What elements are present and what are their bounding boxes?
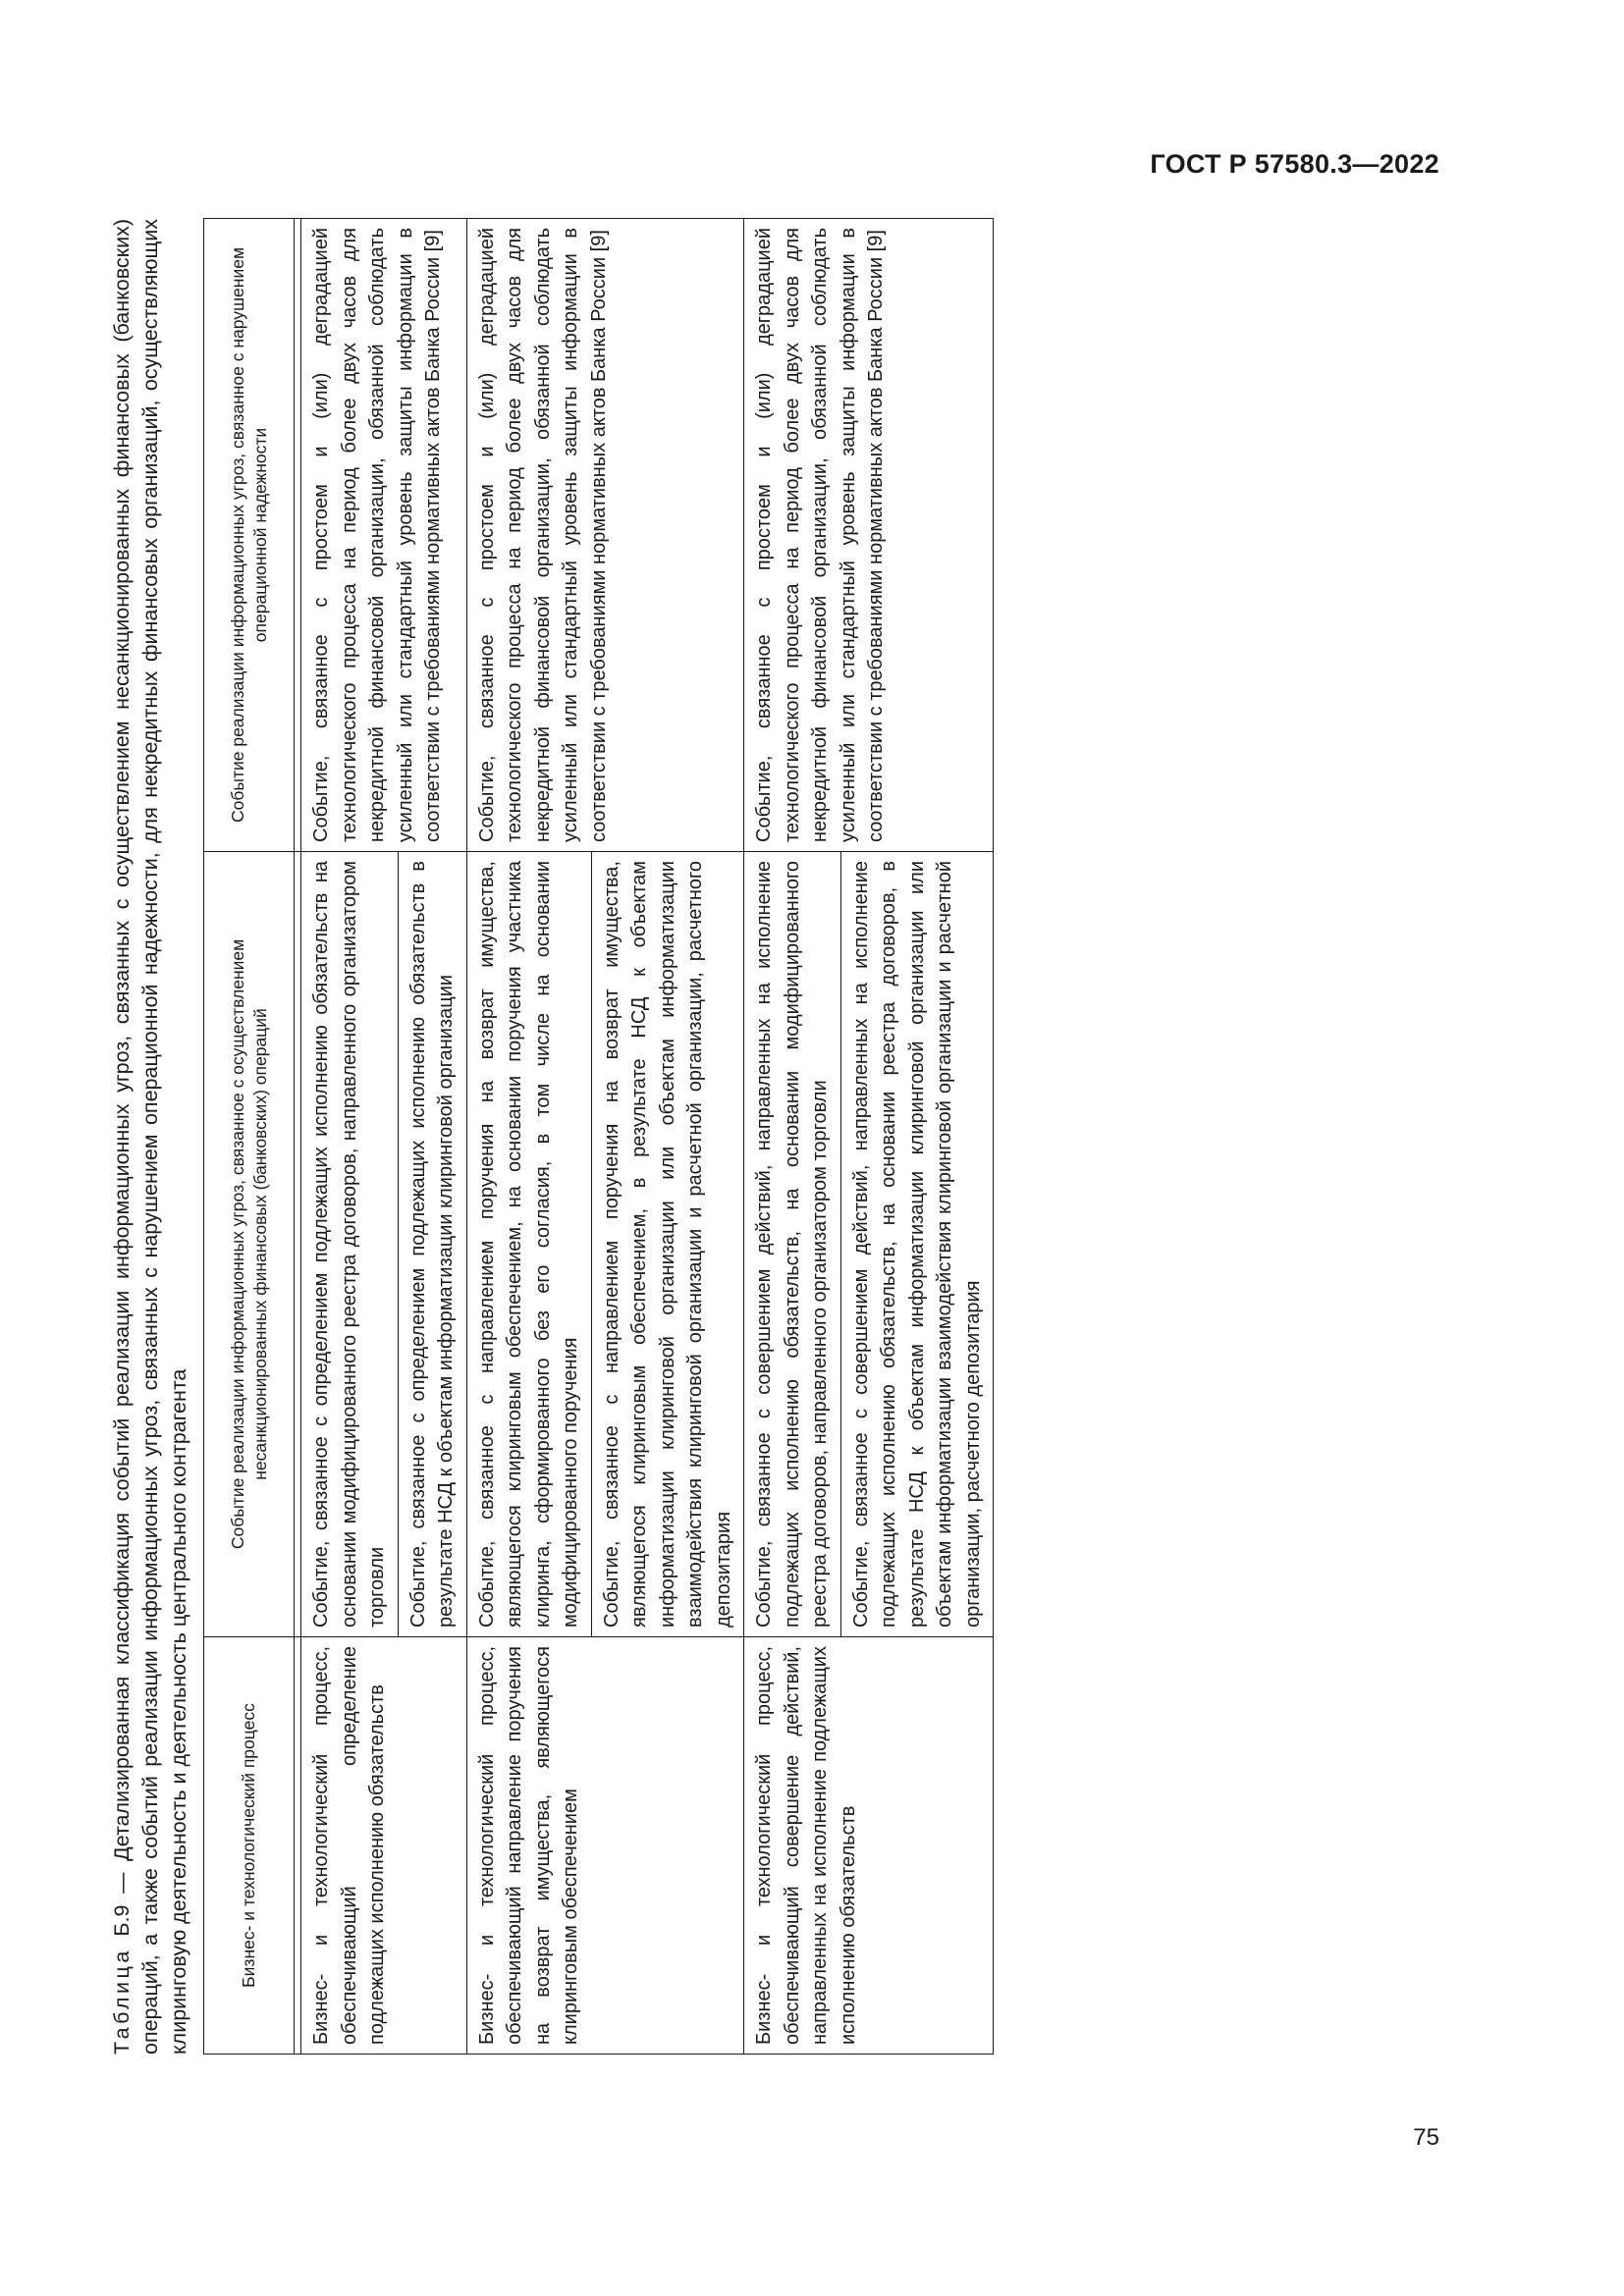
table-row [466,219,591,2055]
table-header-row [204,219,295,2055]
event-cell: Событие, связанное с совершением действий, направленных на исполнение подлежащих исполнению обязательств, на основании реестра договоров, в результате НСД к объектам информатизации клиринговой организации или объектам информатизации взаимодействия клиринговой организации и расчетной организации, расчетного депозитария [840,852,994,1637]
rotated-table-page [108,219,1159,2055]
event-cell: Событие, связанное с определением подлежащих исполнению обязательств на основании модифицированного реестра договоров, направленного организатором торговли [301,852,399,1637]
reliability-cell: Событие, связанное с простоем и (или) деградацией технологического процесса на период более двух часов для некредитной финансовой организации, обязанной соблюдать усиленный или стандартный уровень защиты информации в соответствии с требованиями нормативных актов Банка России [9] [301,219,467,852]
process-cell: Бизнес- и технологический процесс, обеспечивающий направление поручения на возврат имущества, являющегося клиринговым обеспечением [466,1637,744,2055]
event-cell: Событие, связанное с направлением поручения на возврат имущества, являющегося клиринговым обеспечением, на основании поручения участника клиринга, сформированного без его согласия, в том числе на основании модифицированного поручения [466,852,591,1637]
standard-designation: ГОСТ Р 57580.3—2022 [1150,149,1439,179]
event-cell: Событие, связанное с совершением действий, направленных на исполнение подлежащих исполнению обязательств, на основании модифицированного реестра договоров, направленного организатором торговли [744,852,841,1637]
event-cell: Событие, связанное с определением подлежащих исполнению обязательств в результате НСД к объектам информатизации клиринговой организации [398,852,466,1637]
process-cell: Бизнес- и технологический процесс, обеспечивающий совершение действий, направленных на исполнение подлежащих исполнению обязательств [744,1637,994,2055]
header-separator-row [295,219,301,2055]
event-cell: Событие, связанное с направлением поручения на возврат имущества, являющегося клиринговым обеспечением, в результате НСД к объектам информатизации клиринговой организации или объектам информатизации взаимодействия клиринговой организации и расчетной организации, расчетного депозитария [591,852,744,1637]
header-operational-reliability: Событие реализации информационных угроз, связанное с нарушением операционной надежности [204,219,295,852]
caption-prefix: Таблица [110,1948,134,2055]
page-number: 75 [1413,2124,1439,2151]
table-row [744,219,841,2055]
header-unauthorized-operations: Событие реализации информационных угроз, связанное с осуществлением несанкционированных финансовых (банковских) операций [204,852,295,1637]
classification-table [203,218,994,2055]
table-caption [108,219,193,2055]
caption-text: Б.9 — Детализированная классификация событий реализации информационных угроз, связанных с осуществлением несанкционированных финансовых (банковских) операций, а также событий реализации информационных угроз, связанных с нарушением операционной надежности, для некредитных финансовых организаций, осуществляющих клиринговую деятельность и деятельность центрального контрагента [110,219,190,2055]
process-cell: Бизнес- и технологический процесс, обеспечивающий определение подлежащих исполнению обязательств [301,1637,467,2055]
header-process: Бизнес- и технологический процесс [204,1637,295,2055]
table-row [301,219,399,2055]
reliability-cell: Событие, связанное с простоем и (или) деградацией технологического процесса на период более двух часов для некредитной финансовой организации, обязанной соблюдать усиленный или стандартный уровень защиты информации в соответствии с требованиями нормативных актов Банка России [9] [466,219,744,852]
reliability-cell: Событие, связанное с простоем и (или) деградацией технологического процесса на период более двух часов для некредитной финансовой организации, обязанной соблюдать усиленный или стандартный уровень защиты информации в соответствии с требованиями нормативных актов Банка России [9] [744,219,994,852]
